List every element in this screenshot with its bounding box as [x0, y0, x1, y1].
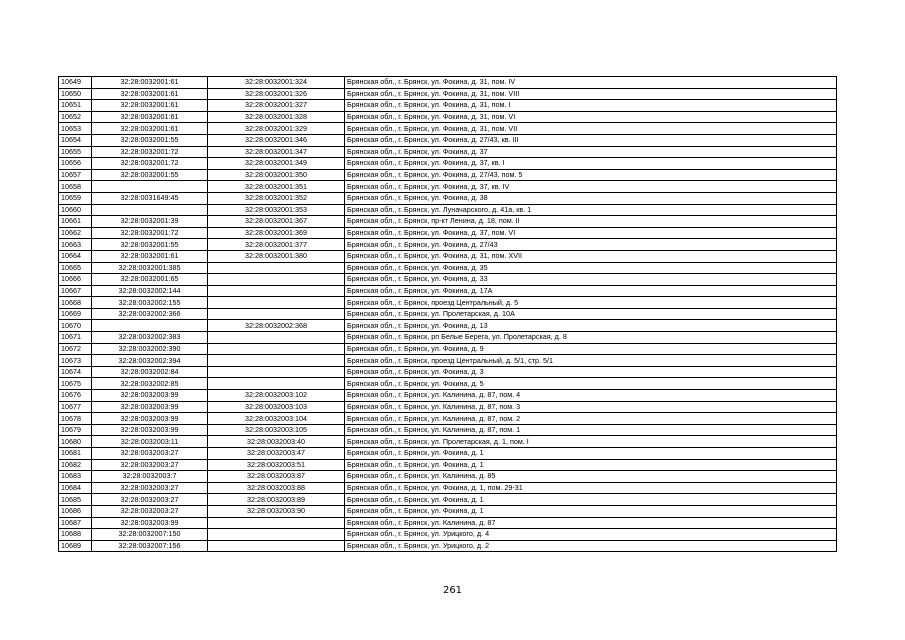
parcel-cadastral-number-cell: 32:28:0032003:99 — [92, 401, 208, 413]
row-number-cell: 10681 — [59, 448, 92, 460]
table-row — [59, 517, 837, 529]
object-cadastral-number-cell — [208, 285, 345, 297]
object-cadastral-number-cell: 32:28:0032001:353 — [208, 204, 345, 216]
object-cadastral-number-cell — [208, 529, 345, 541]
object-cadastral-number-cell: 32:28:0032003:89 — [208, 494, 345, 506]
table-row — [59, 401, 837, 413]
row-number-cell: 10658 — [59, 181, 92, 193]
table-row — [59, 308, 837, 320]
parcel-cadastral-number-cell: 32:28:0032002:85 — [92, 378, 208, 390]
row-number-cell: 10675 — [59, 378, 92, 390]
parcel-cadastral-number-cell: 32:28:0032007:156 — [92, 540, 208, 552]
object-cadastral-number-cell — [208, 343, 345, 355]
address-cell: Брянская обл., г. Брянск, ул. Фокина, д. 27/43 — [345, 239, 837, 251]
object-cadastral-number-cell: 32:28:0032003:87 — [208, 471, 345, 483]
address-cell: Брянская обл., г. Брянск, ул. Фокина, д. 5 — [345, 378, 837, 390]
parcel-cadastral-number-cell: 32:28:0032001:72 — [92, 227, 208, 239]
row-number-cell: 10657 — [59, 169, 92, 181]
address-cell: Брянская обл., г. Брянск, ул. Пролетарская, д. 10А — [345, 308, 837, 320]
address-cell: Брянская обл., г. Брянск, ул. Фокина, д. 31, пом. VII — [345, 123, 837, 135]
row-number-cell: 10673 — [59, 355, 92, 367]
object-cadastral-number-cell: 32:28:0032001:347 — [208, 146, 345, 158]
object-cadastral-number-cell — [208, 274, 345, 286]
address-cell: Брянская обл., г. Брянск, ул. Калинина, д. 87, пом. 2 — [345, 413, 837, 425]
parcel-cadastral-number-cell: 32:28:0032001:385 — [92, 262, 208, 274]
row-number-cell: 10682 — [59, 459, 92, 471]
object-cadastral-number-cell: 32:28:0032003:40 — [208, 436, 345, 448]
parcel-cadastral-number-cell: 32:28:0032003:27 — [92, 494, 208, 506]
object-cadastral-number-cell: 32:28:0032001:351 — [208, 181, 345, 193]
table-row — [59, 88, 837, 100]
object-cadastral-number-cell — [208, 308, 345, 320]
object-cadastral-number-cell: 32:28:0032001:369 — [208, 227, 345, 239]
table-row — [59, 274, 837, 286]
object-cadastral-number-cell — [208, 517, 345, 529]
address-cell: Брянская обл., г. Брянск, ул. Калинина, д. 87, пом. 3 — [345, 401, 837, 413]
row-number-cell: 10671 — [59, 332, 92, 344]
table-row — [59, 320, 837, 332]
row-number-cell: 10677 — [59, 401, 92, 413]
table-row — [59, 181, 837, 193]
table-row — [59, 239, 837, 251]
row-number-cell: 10661 — [59, 216, 92, 228]
table-row — [59, 366, 837, 378]
row-number-cell: 10684 — [59, 482, 92, 494]
object-cadastral-number-cell: 32:28:0032001:346 — [208, 134, 345, 146]
object-cadastral-number-cell: 32:28:0032001:367 — [208, 216, 345, 228]
parcel-cadastral-number-cell: 32:28:0032002:394 — [92, 355, 208, 367]
parcel-cadastral-number-cell: 32:28:0032003:27 — [92, 448, 208, 460]
address-cell: Брянская обл., г. Брянск, ул. Фокина, д. 1 — [345, 448, 837, 460]
table-row — [59, 482, 837, 494]
address-cell: Брянская обл., г. Брянск, ул. Фокина, д. 1, пом. 29-31 — [345, 482, 837, 494]
row-number-cell: 10676 — [59, 390, 92, 402]
row-number-cell: 10674 — [59, 366, 92, 378]
table-row — [59, 123, 837, 135]
table-row — [59, 494, 837, 506]
object-cadastral-number-cell: 32:28:0032001:350 — [208, 169, 345, 181]
parcel-cadastral-number-cell — [92, 181, 208, 193]
object-cadastral-number-cell — [208, 366, 345, 378]
row-number-cell: 10687 — [59, 517, 92, 529]
address-cell: Брянская обл., г. Брянск, ул. Луначарского, д. 41а, кв. 1 — [345, 204, 837, 216]
table-row — [59, 343, 837, 355]
object-cadastral-number-cell: 32:28:0032003:47 — [208, 448, 345, 460]
row-number-cell: 10656 — [59, 158, 92, 170]
object-cadastral-number-cell: 32:28:0032003:103 — [208, 401, 345, 413]
address-cell: Брянская обл., г. Брянск, ул. Калинина, д. 87 — [345, 517, 837, 529]
cadastral-table — [58, 76, 837, 552]
parcel-cadastral-number-cell: 32:28:0032003:99 — [92, 390, 208, 402]
row-number-cell: 10685 — [59, 494, 92, 506]
address-cell: Брянская обл., г. Брянск, ул. Фокина, д. 13 — [345, 320, 837, 332]
row-number-cell: 10666 — [59, 274, 92, 286]
parcel-cadastral-number-cell — [92, 204, 208, 216]
address-cell: Брянская обл., г. Брянск, пр-кт Ленина, д. 18, пом. II — [345, 216, 837, 228]
table-row — [59, 262, 837, 274]
row-number-cell: 10649 — [59, 77, 92, 89]
row-number-cell: 10683 — [59, 471, 92, 483]
object-cadastral-number-cell: 32:28:0032003:88 — [208, 482, 345, 494]
table-row — [59, 413, 837, 425]
row-number-cell: 10689 — [59, 540, 92, 552]
address-cell: Брянская обл., г. Брянск, ул. Фокина, д. 33 — [345, 274, 837, 286]
object-cadastral-number-cell — [208, 355, 345, 367]
table-row — [59, 540, 837, 552]
parcel-cadastral-number-cell: 32:28:0032002:366 — [92, 308, 208, 320]
address-cell: Брянская обл., г. Брянск, ул. Фокина, д. 9 — [345, 343, 837, 355]
object-cadastral-number-cell — [208, 262, 345, 274]
table-row — [59, 332, 837, 344]
address-cell: Брянская обл., г. Брянск, ул. Калинина, д. 87, пом. 4 — [345, 390, 837, 402]
table-body — [59, 77, 837, 552]
table-row — [59, 169, 837, 181]
parcel-cadastral-number-cell: 32:28:0032003:99 — [92, 424, 208, 436]
table-row — [59, 204, 837, 216]
row-number-cell: 10668 — [59, 297, 92, 309]
parcel-cadastral-number-cell — [92, 320, 208, 332]
parcel-cadastral-number-cell: 32:28:0032002:390 — [92, 343, 208, 355]
address-cell: Брянская обл., г. Брянск, ул. Урицкого, д. 4 — [345, 529, 837, 541]
object-cadastral-number-cell: 32:28:0032001:329 — [208, 123, 345, 135]
parcel-cadastral-number-cell: 32:28:0032003:99 — [92, 517, 208, 529]
address-cell: Брянская обл., г. Брянск, ул. Пролетарская, д. 1, пом. I — [345, 436, 837, 448]
address-cell: Брянская обл., г. Брянск, ул. Фокина, д. 27/43, кв. III — [345, 134, 837, 146]
row-number-cell: 10678 — [59, 413, 92, 425]
address-cell: Брянская обл., г. Брянск, ул. Фокина, д. 17А — [345, 285, 837, 297]
table-row — [59, 100, 837, 112]
table-row — [59, 285, 837, 297]
table-row — [59, 529, 837, 541]
object-cadastral-number-cell — [208, 378, 345, 390]
address-cell: Брянская обл., г. Брянск, ул. Фокина, д. 3 — [345, 366, 837, 378]
table-row — [59, 297, 837, 309]
table-row — [59, 216, 837, 228]
table-row — [59, 436, 837, 448]
parcel-cadastral-number-cell: 32:28:0032002:144 — [92, 285, 208, 297]
address-cell: Брянская обл., г. Брянск, ул. Фокина, д. 1 — [345, 459, 837, 471]
parcel-cadastral-number-cell: 32:28:0032001:61 — [92, 77, 208, 89]
table-row — [59, 471, 837, 483]
address-cell: Брянская обл., г. Брянск, ул. Фокина, д. 38 — [345, 192, 837, 204]
object-cadastral-number-cell: 32:28:0032001:352 — [208, 192, 345, 204]
row-number-cell: 10654 — [59, 134, 92, 146]
parcel-cadastral-number-cell: 32:28:0032001:55 — [92, 169, 208, 181]
parcel-cadastral-number-cell: 32:28:0032003:27 — [92, 505, 208, 517]
object-cadastral-number-cell — [208, 540, 345, 552]
table-row — [59, 459, 837, 471]
parcel-cadastral-number-cell: 32:28:0032003:7 — [92, 471, 208, 483]
object-cadastral-number-cell: 32:28:0032001:327 — [208, 100, 345, 112]
table-row — [59, 250, 837, 262]
address-cell: Брянская обл., г. Брянск, ул. Фокина, д. 31, пом. VIII — [345, 88, 837, 100]
row-number-cell: 10652 — [59, 111, 92, 123]
address-cell: Брянская обл., г. Брянск, ул. Фокина, д. 37, пом. VI — [345, 227, 837, 239]
table-row — [59, 192, 837, 204]
address-cell: Брянская обл., г. Брянск, ул. Фокина, д. 35 — [345, 262, 837, 274]
parcel-cadastral-number-cell: 32:28:0031649:45 — [92, 192, 208, 204]
table-row — [59, 424, 837, 436]
parcel-cadastral-number-cell: 32:28:0032001:55 — [92, 134, 208, 146]
object-cadastral-number-cell: 32:28:0032003:102 — [208, 390, 345, 402]
object-cadastral-number-cell: 32:28:0032003:51 — [208, 459, 345, 471]
parcel-cadastral-number-cell: 32:28:0032003:11 — [92, 436, 208, 448]
row-number-cell: 10680 — [59, 436, 92, 448]
object-cadastral-number-cell: 32:28:0032002:368 — [208, 320, 345, 332]
object-cadastral-number-cell: 32:28:0032001:349 — [208, 158, 345, 170]
parcel-cadastral-number-cell: 32:28:0032003:99 — [92, 413, 208, 425]
row-number-cell: 10667 — [59, 285, 92, 297]
row-number-cell: 10655 — [59, 146, 92, 158]
parcel-cadastral-number-cell: 32:28:0032001:39 — [92, 216, 208, 228]
table-row — [59, 134, 837, 146]
object-cadastral-number-cell: 32:28:0032003:105 — [208, 424, 345, 436]
table-row — [59, 111, 837, 123]
row-number-cell: 10663 — [59, 239, 92, 251]
parcel-cadastral-number-cell: 32:28:0032002:155 — [92, 297, 208, 309]
address-cell: Брянская обл., г. Брянск, ул. Калинина, д. 87, пом. 1 — [345, 424, 837, 436]
address-cell: Брянская обл., г. Брянск, ул. Калинина, д. 85 — [345, 471, 837, 483]
row-number-cell: 10650 — [59, 88, 92, 100]
parcel-cadastral-number-cell: 32:28:0032001:61 — [92, 111, 208, 123]
row-number-cell: 10651 — [59, 100, 92, 112]
object-cadastral-number-cell — [208, 332, 345, 344]
table-row — [59, 448, 837, 460]
row-number-cell: 10672 — [59, 343, 92, 355]
row-number-cell: 10664 — [59, 250, 92, 262]
parcel-cadastral-number-cell: 32:28:0032002:84 — [92, 366, 208, 378]
parcel-cadastral-number-cell: 32:28:0032003:27 — [92, 482, 208, 494]
parcel-cadastral-number-cell: 32:28:0032001:61 — [92, 250, 208, 262]
row-number-cell: 10653 — [59, 123, 92, 135]
row-number-cell: 10670 — [59, 320, 92, 332]
address-cell: Брянская обл., г. Брянск, ул. Фокина, д. 31, пом. VI — [345, 111, 837, 123]
row-number-cell: 10662 — [59, 227, 92, 239]
address-cell: Брянская обл., г. Брянск, ул. Фокина, д. 37 — [345, 146, 837, 158]
address-cell: Брянская обл., г. Брянск, ул. Фокина, д. 31, пом. IV — [345, 77, 837, 89]
address-cell: Брянская обл., г. Брянск, проезд Центральный, д. 5 — [345, 297, 837, 309]
object-cadastral-number-cell: 32:28:0032001:380 — [208, 250, 345, 262]
address-cell: Брянская обл., г. Брянск, ул. Урицкого, д. 2 — [345, 540, 837, 552]
address-cell: Брянская обл., г. Брянск, ул. Фокина, д. 31, пом. I — [345, 100, 837, 112]
address-cell: Брянская обл., г. Брянск, ул. Фокина, д. 1 — [345, 494, 837, 506]
table-row — [59, 505, 837, 517]
table-row — [59, 227, 837, 239]
parcel-cadastral-number-cell: 32:28:0032003:27 — [92, 459, 208, 471]
object-cadastral-number-cell: 32:28:0032003:90 — [208, 505, 345, 517]
parcel-cadastral-number-cell: 32:28:0032001:72 — [92, 146, 208, 158]
address-cell: Брянская обл., г. Брянск, ул. Фокина, д. 1 — [345, 505, 837, 517]
parcel-cadastral-number-cell: 32:28:0032007:150 — [92, 529, 208, 541]
object-cadastral-number-cell: 32:28:0032003:104 — [208, 413, 345, 425]
table-row — [59, 146, 837, 158]
parcel-cadastral-number-cell: 32:28:0032001:61 — [92, 88, 208, 100]
object-cadastral-number-cell: 32:28:0032001:326 — [208, 88, 345, 100]
address-cell: Брянская обл., г. Брянск, ул. Фокина, д. 31, пом. XVII — [345, 250, 837, 262]
table-row — [59, 77, 837, 89]
row-number-cell: 10669 — [59, 308, 92, 320]
parcel-cadastral-number-cell: 32:28:0032001:61 — [92, 123, 208, 135]
address-cell: Брянская обл., г. Брянск, рп Белые Берега, ул. Пролетарская, д. 8 — [345, 332, 837, 344]
address-cell: Брянская обл., г. Брянск, проезд Центральный, д. 5/1, стр. 5/1 — [345, 355, 837, 367]
object-cadastral-number-cell: 32:28:0032001:324 — [208, 77, 345, 89]
row-number-cell: 10686 — [59, 505, 92, 517]
table-row — [59, 158, 837, 170]
table-row — [59, 378, 837, 390]
parcel-cadastral-number-cell: 32:28:0032001:72 — [92, 158, 208, 170]
row-number-cell: 10688 — [59, 529, 92, 541]
row-number-cell: 10679 — [59, 424, 92, 436]
object-cadastral-number-cell — [208, 297, 345, 309]
table-row — [59, 355, 837, 367]
parcel-cadastral-number-cell: 32:28:0032002:383 — [92, 332, 208, 344]
address-cell: Брянская обл., г. Брянск, ул. Фокина, д. 37, кв. IV — [345, 181, 837, 193]
table-row — [59, 390, 837, 402]
address-cell: Брянская обл., г. Брянск, ул. Фокина, д. 27/43, пом. 5 — [345, 169, 837, 181]
parcel-cadastral-number-cell: 32:28:0032001:61 — [92, 100, 208, 112]
object-cadastral-number-cell: 32:28:0032001:328 — [208, 111, 345, 123]
row-number-cell: 10659 — [59, 192, 92, 204]
page-number: 261 — [442, 585, 463, 596]
object-cadastral-number-cell: 32:28:0032001:377 — [208, 239, 345, 251]
row-number-cell: 10665 — [59, 262, 92, 274]
parcel-cadastral-number-cell: 32:28:0032001:65 — [92, 274, 208, 286]
parcel-cadastral-number-cell: 32:28:0032001:55 — [92, 239, 208, 251]
row-number-cell: 10660 — [59, 204, 92, 216]
address-cell: Брянская обл., г. Брянск, ул. Фокина, д. 37, кв. I — [345, 158, 837, 170]
